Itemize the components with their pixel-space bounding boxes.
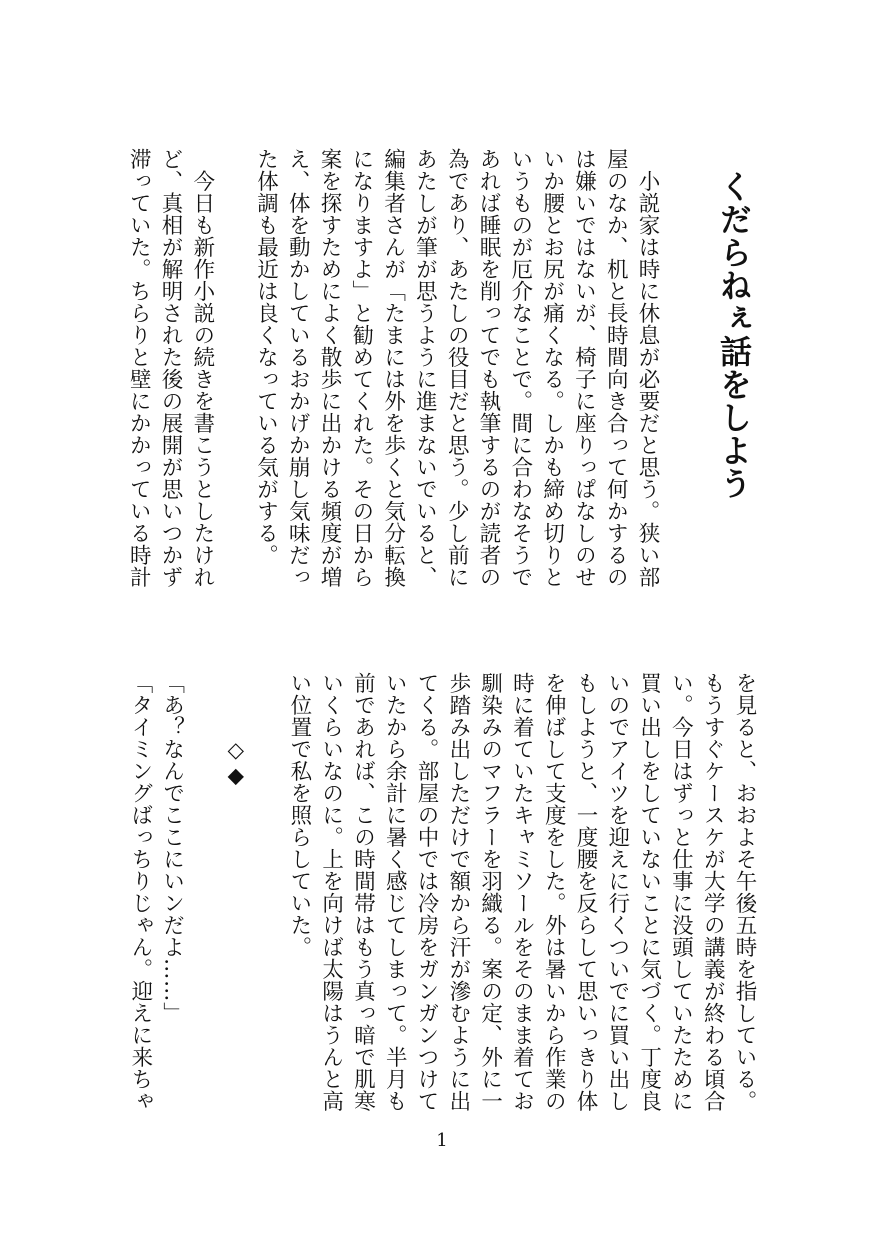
text-line: あれば睡眠を削ってでも執筆するのが読者の <box>476 148 502 588</box>
text-line: いうものが厄介なことで。間に合わなそうで <box>507 148 533 588</box>
text-line: 歩踏み出しただけで額から汗が滲むように出 <box>445 672 471 1112</box>
text-line: てくる。部屋の中では冷房をガンガンつけて <box>414 672 440 1112</box>
blank-line <box>188 672 220 1102</box>
text-line: 前であれば、この時間帯はもう真っ暗で肌寒 <box>350 672 376 1112</box>
text-line: 屋のなか、机と長時間向き合って何かするの <box>603 148 629 588</box>
text-line: え、体を動かしているおかげか崩し気味だっ <box>285 148 311 588</box>
blank-line <box>218 148 250 558</box>
body-text-top <box>126 148 663 588</box>
text-line: 為であり、あたしの役目だと思う。少し前に <box>444 148 470 588</box>
scene-separator: ◇◆ <box>223 672 249 789</box>
text-line: 編集者さんが「たまには外を歩くと気分転換 <box>380 148 406 588</box>
text-line: 今日も新作小説の続きを書こうとしたけれ <box>189 148 215 588</box>
text-line: もしようと、一度腰を反らして思いっきり体 <box>573 672 599 1112</box>
dialogue-line: 「タイミングばっちりじゃん。迎えに来ちゃ <box>127 672 153 1112</box>
text-line: 馴染みのマフラーを羽織る。案の定、外に一 <box>477 672 503 1112</box>
dialogue-line: 「あ？なんでここにいンだよ……」 <box>159 672 185 1024</box>
text-line: いたから余計に暑く感じてしまって。半月も <box>382 672 408 1112</box>
story-title: くだらねぇ話をしよう <box>715 170 753 500</box>
text-line: 案を探すためによく散歩に出かける頻度が増 <box>317 148 343 588</box>
text-line: 買い出しをしていないことに気づく。丁度良 <box>636 672 662 1112</box>
text-line: た体調も最近は良くなっている気がする。 <box>253 148 279 566</box>
page-number: 1 <box>436 1130 448 1151</box>
text-line: いくらいなのに。上を向けば太陽はうんと高 <box>318 672 344 1112</box>
blank-line <box>251 672 283 1102</box>
text-line: を見ると、おおよそ午後五時を指している。 <box>732 672 757 1112</box>
text-line: を伸ばして支度をした。外は暑いから作業の <box>541 672 567 1112</box>
text-line: い。今日はずっと仕事に没頭していたために <box>668 672 694 1112</box>
text-line: 滞っていた。ちらりと壁にかかっている時計 <box>126 148 152 588</box>
body-text-bottom <box>127 672 760 1112</box>
text-line: になりますよ」と勧めてくれた。その日から <box>348 148 374 588</box>
text-line: いか腰とお尻が痛くなる。しかも締め切りと <box>539 148 565 588</box>
text-line: いのでアイツを迎えに行くついでに買い出し <box>604 672 630 1112</box>
text-line: 小説家は時に休息が必要だと思う。狭い部 <box>635 148 660 588</box>
text-line: もうすぐケースケが大学の講義が終わる頃合 <box>700 672 726 1112</box>
text-line: あたしが筆が思うように進まないでいると、 <box>412 148 438 588</box>
text-line: ど、真相が解明された後の展開が思いつかず <box>158 148 184 588</box>
text-line: 時に着ていたキャミソールをそのまま着てお <box>509 672 535 1112</box>
text-line: い位置で私を照らしていた。 <box>286 672 312 958</box>
text-line: は嫌いではないが、椅子に座りっぱなしのせ <box>571 148 597 588</box>
